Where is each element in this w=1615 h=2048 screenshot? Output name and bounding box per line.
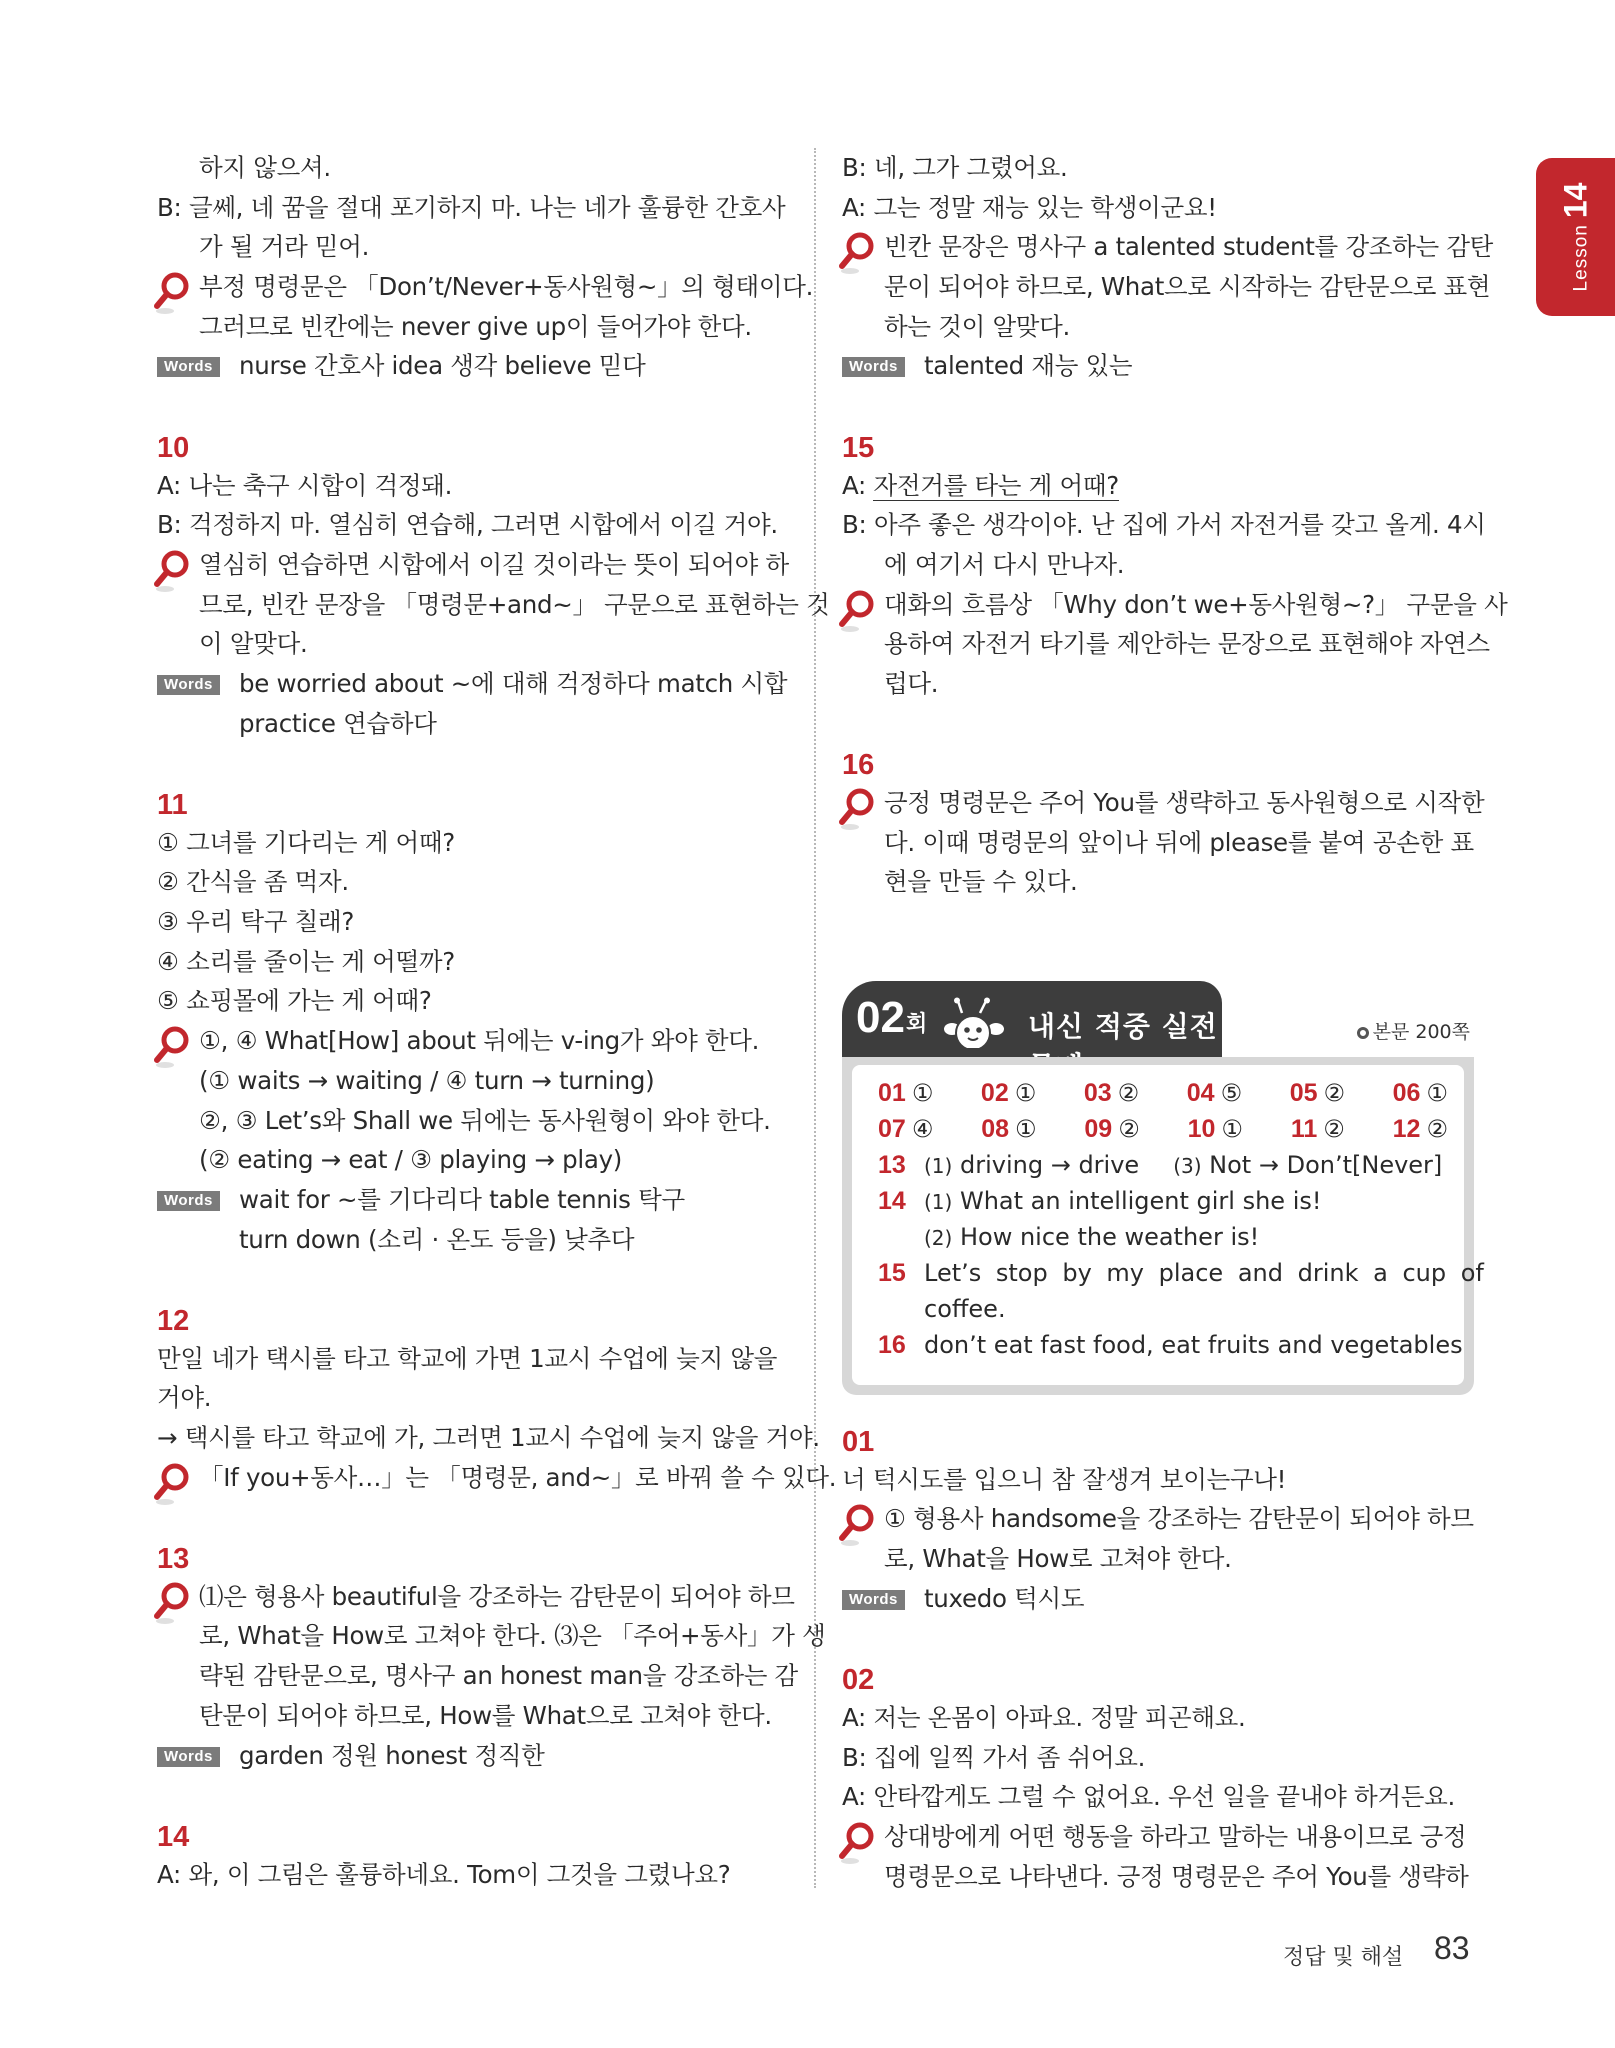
words-line xyxy=(842,1579,1474,1619)
text-line: A: 저는 온몸이 아파요. 정말 피곤해요. xyxy=(842,1702,1246,1732)
answer-choice: ① xyxy=(1221,1115,1243,1143)
answer-number: 06 xyxy=(1392,1079,1421,1107)
sub-mark: (2) xyxy=(924,1226,953,1250)
magnifier-hint-icon xyxy=(153,1025,191,1069)
magnifier-hint-icon xyxy=(838,1503,876,1547)
question-number: 02 xyxy=(842,1664,875,1697)
continuation-line: 문이 되어야 하므로, What으로 시작하는 감탄문으로 표현 xyxy=(884,272,1491,302)
text-line: 너 턱시도를 입으니 참 잘생겨 보이는구나! xyxy=(842,1464,1287,1494)
answer-text: don’t eat fast food, eat fruits and vegetables xyxy=(924,1331,1463,1359)
answer-choice: ④ xyxy=(911,1115,934,1143)
answer-cell xyxy=(981,1079,1036,1108)
hint-line xyxy=(157,267,814,307)
continuation-line: 로, What을 How로 고쳐야 한다. ⑶은 「주어+동사」가 생 xyxy=(199,1621,826,1651)
answer-cell xyxy=(1188,1115,1243,1144)
answer-number: 08 xyxy=(981,1115,1010,1143)
continuation-line: 가 될 거라 믿어. xyxy=(199,232,370,262)
test-title-tab xyxy=(842,981,1222,1057)
continuation-line: 럽다. xyxy=(884,668,939,698)
answer-choice: ⑤ xyxy=(1220,1079,1243,1107)
answer-choice: ① xyxy=(1426,1079,1448,1107)
test-number: 02 xyxy=(856,993,905,1042)
spacer xyxy=(842,704,1474,744)
words-badge: Words xyxy=(842,357,905,377)
lesson-word: Lesson xyxy=(1570,224,1592,292)
continuation-line: 략된 감탄문으로, 명사구 an honest man을 강조하는 감 xyxy=(199,1661,798,1691)
hint-line xyxy=(842,1817,1474,1857)
answer-15-2 xyxy=(878,1295,1006,1323)
hint-text: 빈칸 문장은 명사구 a talented student를 강조하는 감탄 xyxy=(884,232,1494,262)
page-reference-text: 본문 200쪽 xyxy=(1372,1021,1470,1043)
answer-text: What an intelligent girl she is! xyxy=(959,1187,1322,1215)
answer-choice: ② xyxy=(1118,1115,1140,1143)
text-line: B: 글쎄, 네 꿈을 절대 포기하지 마. 나는 네가 훌륭한 간호사 xyxy=(157,192,786,222)
words-text: nurse 간호사 idea 생각 believe 믿다 xyxy=(239,351,646,381)
answer-choice: ② xyxy=(1323,1079,1346,1107)
question-number: 01 xyxy=(842,1426,875,1458)
text-line: ① 그녀를 기다리는 게 어때? xyxy=(157,827,455,857)
question-number: 10 xyxy=(157,431,190,464)
answer-cell xyxy=(878,1115,933,1144)
text-line: A: 자전거를 타는 게 어때? xyxy=(842,470,1119,500)
hint-line xyxy=(157,1577,795,1617)
answer-number: 11 xyxy=(1290,1115,1318,1143)
words-text: wait for ~를 기다리다 table tennis 탁구 xyxy=(239,1184,685,1214)
answer-choice: ② xyxy=(1323,1115,1345,1143)
answer-number: 04 xyxy=(1186,1079,1215,1107)
answer-choice: ① xyxy=(1015,1115,1037,1143)
answer-15 xyxy=(878,1259,1484,1288)
continuation-line: 에 여기서 다시 만나자. xyxy=(884,549,1125,579)
answer-cell xyxy=(878,1079,933,1108)
continuation-line: ②, ③ Let’s와 Shall we 뒤에는 동사원형이 와야 한다. xyxy=(199,1105,771,1135)
answer-number: 14 xyxy=(878,1187,906,1215)
continuation-line: 다. 이때 명령문의 앞이나 뒤에 please를 붙여 공손한 표 xyxy=(884,827,1474,857)
hint-line xyxy=(157,1458,837,1498)
words-text: talented 재능 있는 xyxy=(924,351,1133,381)
hint-line xyxy=(157,1021,789,1061)
answer-16 xyxy=(878,1331,1463,1360)
words-line xyxy=(157,346,789,386)
question-number: 15 xyxy=(842,431,875,464)
continuation-line: 현을 만들 수 있다. xyxy=(884,867,1078,897)
answer-text: Not → Don’t[Never] xyxy=(1209,1151,1443,1179)
spacer xyxy=(157,743,789,783)
hint-text: 열심히 연습하면 시합에서 이길 것이라는 뜻이 되어야 하 xyxy=(199,549,789,579)
words-text: tuxedo 턱시도 xyxy=(924,1583,1085,1613)
spacer xyxy=(157,1259,789,1299)
answer-number: 13 xyxy=(878,1151,906,1179)
answer-text: How nice the weather is! xyxy=(959,1223,1260,1251)
answer-cell xyxy=(981,1115,1036,1144)
question-number: 14 xyxy=(157,1820,190,1853)
continuation-line: 명령문으로 나타낸다. 긍정 명령문은 주어 You를 생략하 xyxy=(884,1861,1469,1891)
reference-bullet-icon xyxy=(1357,1027,1369,1039)
words-line xyxy=(842,346,1474,386)
magnifier-hint-icon xyxy=(838,589,876,633)
text-line: 만일 네가 택시를 타고 학교에 가면 1교시 수업에 늦지 않을 xyxy=(157,1343,778,1373)
magnifier-hint-icon xyxy=(153,271,191,315)
answer-choice: ① xyxy=(911,1079,934,1107)
text-line: A: 그는 정말 재능 있는 학생이군요! xyxy=(842,192,1217,222)
continuation-line: 하는 것이 알맞다. xyxy=(884,311,1071,341)
continuation-line: 하지 않으셔. xyxy=(199,153,331,182)
words-text: be worried about ~에 대해 걱정하다 match 시합 xyxy=(239,668,788,698)
magnifier-hint-icon xyxy=(153,1462,191,1506)
answer-choice: ② xyxy=(1117,1079,1140,1107)
spacer xyxy=(157,386,789,426)
hint-text: ①, ④ What[How] about 뒤에는 v-ing가 와야 한다. xyxy=(199,1026,760,1056)
words-line xyxy=(157,664,789,704)
answer-number: 03 xyxy=(1083,1079,1112,1107)
answer-text: Let’s stop by my place and drink a cup of xyxy=(924,1259,1484,1287)
spacer xyxy=(842,1618,1474,1658)
words-badge: Words xyxy=(157,357,220,377)
continuation-line: (② eating → eat / ③ playing → play) xyxy=(199,1145,623,1175)
text-line: ② 간식을 좀 먹자. xyxy=(157,867,349,897)
text-line: → 택시를 타고 학교에 가, 그러면 1교시 수업에 늦지 않을 거야. xyxy=(157,1423,820,1452)
magnifier-hint-icon xyxy=(838,787,876,831)
continuation-line: (① waits → waiting / ④ turn → turning) xyxy=(199,1065,655,1095)
answer-text: driving → drive xyxy=(959,1151,1140,1179)
answer-cell xyxy=(1393,1115,1448,1144)
text-line: B: 걱정하지 마. 열심히 연습해, 그러면 시합에서 이길 거야. xyxy=(157,510,778,540)
answer-number: 09 xyxy=(1084,1115,1113,1143)
hint-line xyxy=(842,783,1485,823)
answer-key-inner xyxy=(852,1065,1484,1385)
answer-choice: ② xyxy=(1426,1115,1448,1143)
hint-line xyxy=(842,227,1494,267)
text-line: ④ 소리를 줄이는 게 어떨까? xyxy=(157,946,455,976)
answer-cell xyxy=(1084,1115,1139,1144)
left-column xyxy=(157,148,837,1894)
answer-number: 10 xyxy=(1187,1115,1216,1143)
lesson-tab xyxy=(1536,158,1615,316)
words-badge: Words xyxy=(842,1590,905,1610)
hint-text: 긍정 명령문은 주어 You를 생략하고 동사원형으로 시작한 xyxy=(884,788,1485,817)
answer-number: 16 xyxy=(878,1331,906,1359)
words-badge: Words xyxy=(157,1191,220,1211)
answer-cell xyxy=(1290,1079,1345,1108)
answer-number: 12 xyxy=(1392,1115,1421,1143)
answer-text: coffee. xyxy=(924,1295,1006,1323)
answer-key-box xyxy=(842,1057,1484,1395)
lesson-number: 14 xyxy=(1557,182,1594,219)
question-number: 13 xyxy=(157,1543,190,1576)
words-line xyxy=(157,1180,789,1220)
answer-number: 01 xyxy=(878,1079,906,1107)
continuation-line: 용하여 자전거 타기를 제안하는 문장으로 표현해야 자연스 xyxy=(884,629,1490,659)
continuation-line: 이 알맞다. xyxy=(199,629,308,659)
answer-cell xyxy=(1393,1079,1448,1108)
spacer xyxy=(157,1775,789,1815)
text-line: A: 안타깝게도 그럴 수 없어요. 우선 일을 끝내야 하거든요. xyxy=(842,1782,1455,1812)
sub-mark: (3) xyxy=(1173,1154,1202,1178)
words-text: garden 정원 honest 정직한 xyxy=(239,1740,545,1770)
hint-text: 대화의 흐름상 「Why don’t we+동사원형~?」 구문을 사 xyxy=(884,589,1508,619)
right-column-bottom xyxy=(842,1420,1474,1896)
test-section-header xyxy=(842,981,1474,1057)
spacer xyxy=(842,386,1474,426)
hint-line xyxy=(157,545,789,585)
page-reference xyxy=(1357,1017,1470,1044)
footer-label: 정답 및 해설 xyxy=(1283,1945,1404,1970)
continuation-line: 로, What을 How로 고쳐야 한다. xyxy=(884,1544,1232,1574)
text-line: ③ 우리 탁구 칠래? xyxy=(157,907,355,937)
hint-text: 부정 명령문은 「Don’t/Never+동사원형~」의 형태이다. xyxy=(199,272,814,302)
question-number: 16 xyxy=(842,749,875,782)
hint-text: 「If you+동사…」는 「명령문, and~」로 바꿔 쓸 수 있다. xyxy=(199,1462,837,1492)
text-line: A: 와, 이 그림은 훌륭하네요. Tom이 그것을 그렸나요? xyxy=(157,1859,731,1889)
magnifier-hint-icon xyxy=(153,549,191,593)
answer-cell xyxy=(1187,1079,1242,1108)
answer-row-1 xyxy=(878,1079,1448,1108)
answer-14 xyxy=(878,1187,1322,1216)
sub-mark: (1) xyxy=(924,1154,953,1178)
text-line: ⑤ 쇼핑몰에 가는 게 어때? xyxy=(157,986,432,1016)
hint-text: ⑴은 형용사 beautiful을 강조하는 감탄문이 되어야 하므 xyxy=(199,1581,795,1611)
text-line: B: 아주 좋은 생각이야. 난 집에 가서 자전거를 갖고 올게. 4시 xyxy=(842,510,1486,540)
words-continuation: practice 연습하다 xyxy=(239,708,437,738)
magnifier-hint-icon xyxy=(838,231,876,275)
words-badge: Words xyxy=(157,1747,220,1767)
answer-14-2 xyxy=(878,1223,1259,1251)
text-line: 거야. xyxy=(157,1383,212,1413)
hint-text: 상대방에게 어떤 행동을 하라고 말하는 내용이므로 긍정 xyxy=(884,1821,1467,1851)
test-suffix: 회 xyxy=(906,1011,928,1036)
sub-mark: (1) xyxy=(924,1190,953,1214)
continuation-line: 탄문이 되어야 하므로, How를 What으로 고쳐야 한다. xyxy=(199,1700,772,1730)
text-line: B: 집에 일찍 가서 좀 쉬어요. xyxy=(842,1742,1146,1772)
answer-number: 07 xyxy=(878,1115,906,1143)
answer-choice: ① xyxy=(1014,1079,1037,1107)
continuation-line: 그러므로 빈칸에는 never give up이 들어가야 한다. xyxy=(199,311,752,341)
answer-13 xyxy=(878,1151,1442,1180)
magnifier-hint-icon xyxy=(838,1821,876,1865)
page-number: 83 xyxy=(1434,1930,1470,1966)
magnifier-hint-icon xyxy=(153,1581,191,1625)
answer-number: 15 xyxy=(878,1259,906,1287)
spacer xyxy=(157,1497,789,1537)
question-number: 12 xyxy=(157,1304,190,1337)
answer-cell xyxy=(1291,1115,1345,1144)
words-line xyxy=(157,1736,789,1776)
words-badge: Words xyxy=(157,675,220,695)
answer-number: 02 xyxy=(980,1079,1009,1107)
hint-text: ① 형용사 handsome을 강조하는 감탄문이 되어야 하므 xyxy=(884,1504,1474,1534)
underlined-blank-answer: 자전거를 타는 게 어때? xyxy=(873,470,1119,500)
continuation-line: 므로, 빈칸 문장을 「명령문+and~」 구문으로 표현하는 것 xyxy=(199,589,830,619)
answer-cell xyxy=(1084,1079,1139,1108)
hint-line xyxy=(842,585,1508,625)
bee-character-icon xyxy=(942,997,1006,1055)
text-line: B: 네, 그가 그렸어요. xyxy=(842,153,1068,182)
text-line: A: 나는 축구 시합이 걱정돼. xyxy=(157,470,453,500)
question-number: 11 xyxy=(157,789,188,821)
answer-row-2 xyxy=(878,1115,1448,1144)
words-continuation: turn down (소리 · 온도 등을) 낮추다 xyxy=(239,1224,635,1254)
hint-line xyxy=(842,1499,1474,1539)
right-column-top xyxy=(842,148,1508,902)
test-title: 내신 적중 실전 xyxy=(1028,1010,1218,1043)
answer-number: 05 xyxy=(1289,1079,1318,1107)
